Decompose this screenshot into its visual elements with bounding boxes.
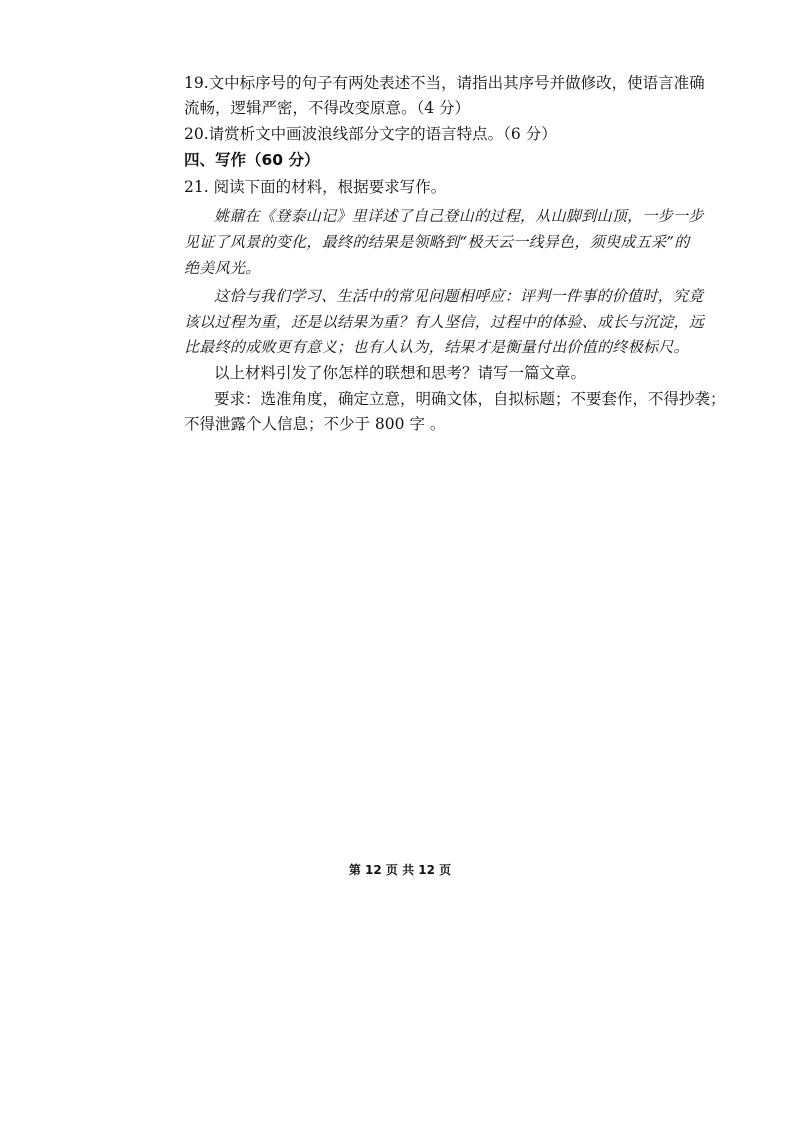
material-paragraph-1-line-2: 见证了风景的变化，最终的结果是领略到“极天云一线异色，须臾成五采”的 (184, 233, 690, 251)
material-paragraph-2-line-1: 这恰与我们学习、生活中的常见问题相呼应：评判一件事的价值时，究竟 (214, 287, 704, 305)
question-21-prompt: 21. 阅读下面的材料，根据要求写作。 (184, 178, 447, 196)
task-instruction: 以上材料引发了你怎样的联想和思考？请写一篇文章。 (214, 364, 587, 382)
material-paragraph-2-line-2: 该以过程为重，还是以结果为重？有人坚信，过程中的体验、成长与沉淀，远 (184, 313, 705, 331)
material-paragraph-1-line-3: 绝美风光。 (184, 259, 261, 277)
material-paragraph-1-line-1: 姚鼐在《登泰山记》里详述了自己登山的过程，从山脚到山顶，一步一步 (214, 207, 704, 225)
question-19-line-2: 流畅，逻辑严密，不得改变原意。（4 分） (184, 99, 471, 117)
material-paragraph-2-line-3: 比最终的成败更有意义；也有人认为，结果才是衡量付出价值的终极标尺。 (184, 338, 689, 356)
requirements-line-2: 不得泄露个人信息；不少于 800 字 。 (184, 415, 446, 433)
page-number-footer: 第 12 页 共 12 页 (348, 863, 452, 877)
section-heading-writing: 四、写作（60 分） (184, 151, 320, 169)
question-19-line-1: 19.文中标序号的句子有两处表述不当，请指出其序号并做修改，使语言准确 (184, 74, 705, 92)
requirements-line-1: 要求：选准角度，确定立意，明确文体，自拟标题；不要套作，不得抄袭； (214, 390, 726, 408)
question-20: 20.请赏析文中画波浪线部分文字的语言特点。（6 分） (184, 125, 557, 143)
